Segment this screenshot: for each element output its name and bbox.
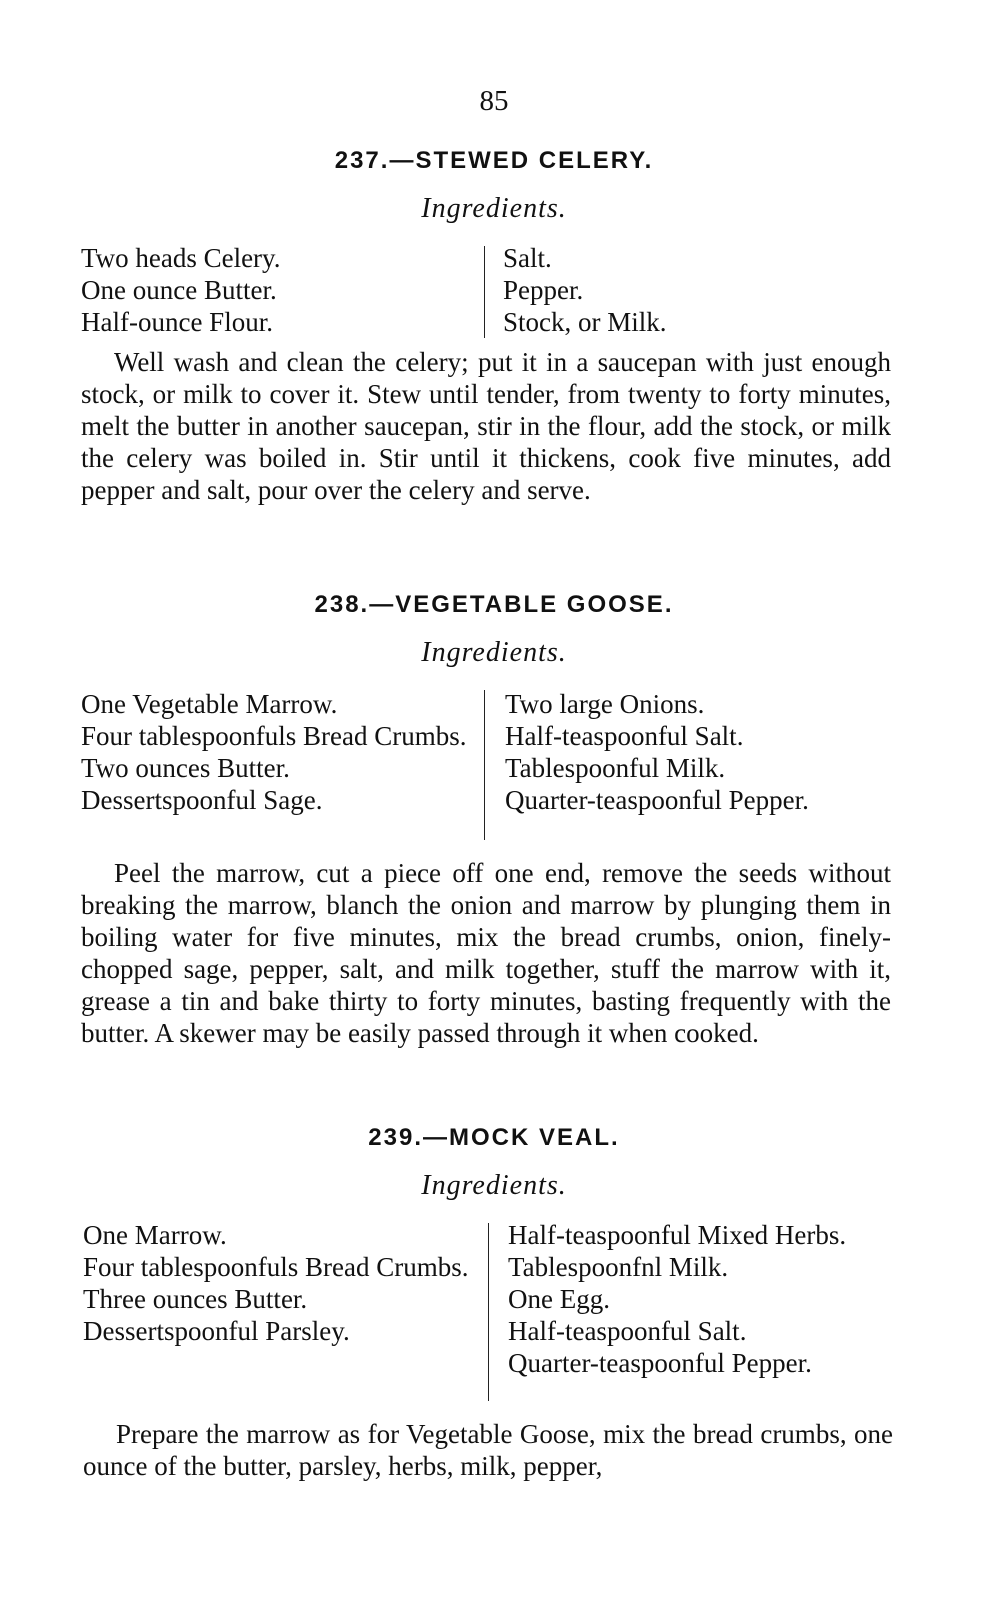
ingredient-item: Stock, or Milk.	[503, 307, 667, 337]
recipe-method: Well wash and clean the celery; put it in a saucepan with just enough stock, or milk to cover it. Stew until tender, from twenty to forty minutes, melt the butter in another saucepan, stir in the flour, add the stock, or milk the celery was boiled in. Stir until it thickens, cook five minutes, add pepper and salt, pour over the celery and serve.	[81, 347, 891, 505]
ingredient-item: Quarter-teaspoonful Pepper.	[508, 1348, 812, 1378]
column-divider	[484, 246, 485, 338]
ingredients-heading: Ingredients.	[421, 637, 567, 668]
ingredient-item: Half-teaspoonful Salt.	[505, 721, 744, 751]
recipe-method: Prepare the marrow as for Vegetable Goose, mix the bread crumbs, one ounce of the butter, parsley, herbs, milk, pepper,	[83, 1419, 893, 1481]
ingredient-item: Four tablespoonfuls Bread Crumbs.	[81, 721, 467, 751]
ingredient-item: Salt.	[503, 243, 552, 273]
page-number: 85	[479, 85, 509, 117]
ingredient-item: Pepper.	[503, 275, 584, 305]
ingredient-item: One Marrow.	[83, 1220, 227, 1250]
ingredient-item: Quarter-teaspoonful Pepper.	[505, 785, 809, 815]
ingredients-heading: Ingredients.	[421, 1170, 567, 1201]
ingredients-left-column	[81, 242, 461, 338]
ingredients-heading: Ingredients.	[421, 193, 567, 224]
ingredient-item: One Egg.	[508, 1284, 610, 1314]
ingredient-item: Two ounces Butter.	[81, 753, 290, 783]
ingredient-item: Half-ounce Flour.	[81, 307, 273, 337]
recipe-title: 239.—MOCK VEAL.	[368, 1124, 620, 1151]
column-divider	[488, 1223, 489, 1401]
ingredient-item: Half-teaspoonful Salt.	[508, 1316, 747, 1346]
ingredients-right-column	[505, 688, 905, 816]
ingredient-item: Four tablespoonfuls Bread Crumbs.	[83, 1252, 469, 1282]
ingredient-item: Tablespoonful Milk.	[505, 753, 726, 783]
recipe-title: 237.—STEWED CELERY.	[334, 147, 654, 174]
ingredient-item: Dessertspoonful Sage.	[81, 785, 323, 815]
ingredient-item: One Vegetable Marrow.	[81, 689, 338, 719]
ingredient-item: Dessertspoonful Parsley.	[83, 1316, 350, 1346]
ingredient-item: Three ounces Butter.	[83, 1284, 308, 1314]
recipe-title: 238.—VEGETABLE GOOSE.	[314, 591, 674, 618]
ingredients-right-column	[503, 242, 893, 338]
ingredients-left-column	[83, 1219, 475, 1347]
column-divider	[484, 690, 485, 840]
ingredient-item: Two heads Celery.	[81, 243, 281, 273]
ingredient-item: Half-teaspoonful Mixed Herbs.	[508, 1220, 847, 1250]
recipe-method: Peel the marrow, cut a piece off one end, remove the seeds without breaking the marrow, blanch the onion and marrow by plunging them in boiling water for five minutes, mix the bread crumbs, onion, finely-chopped sage, pepper, salt, and milk together, stuff the marrow with it, grease a tin and bake thirty to forty minutes, basting frequently with the butter. A skewer may be easily passed through it when cooked.	[81, 858, 891, 1048]
ingredient-item: Tablespoonfnl Milk.	[508, 1252, 729, 1282]
ingredient-item: Two large Onions.	[505, 689, 705, 719]
ingredients-right-column	[508, 1219, 853, 1379]
ingredients-left-column	[81, 688, 471, 816]
ingredient-item: One ounce Butter.	[81, 275, 277, 305]
